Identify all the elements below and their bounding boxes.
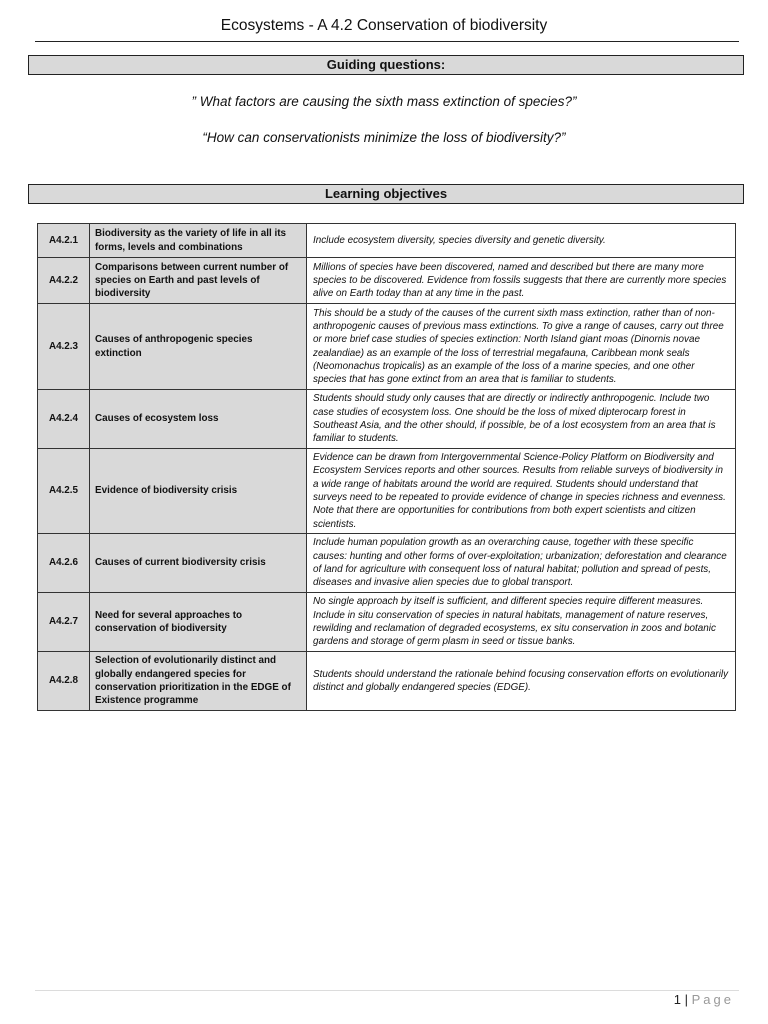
page-footer xyxy=(674,992,734,1007)
objective-code: A4.2.7 xyxy=(38,593,90,652)
learning-objectives-table xyxy=(37,223,736,711)
objective-guidance: No single approach by itself is sufficient, and different species require different measures. Include in situ conservation of species in natural habitats, management of nature reserves, rewilding and reclamation of degraded ecosystems, ex situ conservation in zoos and botanic gardens and storage of germ plasm in seed or tissue banks. xyxy=(307,593,736,652)
objective-guidance: This should be a study of the causes of the current sixth mass extinction, rather than of non-anthropogenic causes of previous mass extinctions. To give a range of causes, carry out three or more brief case studies of species extinction: North Island giant moas (Dinornis novae zealandiae) as an example of the loss of terrestrial megafauna, Caribbean monk seals (Neomonachus tropicalis) as an example of the loss of a marine species, and one other species that has gone extinct from an area that is familiar to students. xyxy=(307,304,736,390)
guiding-question-1: ” What factors are causing the sixth mass extinction of species?” xyxy=(191,94,577,109)
page-number: 1 xyxy=(673,992,681,1007)
objective-guidance: Include human population growth as an overarching cause, together with these specific causes: hunting and other forms of over-exploitation; urbanization; deforestation and clearance of land for agriculture with consequent loss of natural habitat; pollution and spread of pests, diseases and invasive alien species due to global transport. xyxy=(307,534,736,593)
objective-guidance: Evidence can be drawn from Intergovernmental Science-Policy Platform on Biodiversity and Ecosystem Services reports and other sources. Results from reliable surveys of biodiversity in a wide range of habitats around the world are required. Students should understand that surveys need to be repeated to provide evidence of change in species richness and evenness. Note that there are opportunities for contributions from both expert scientists and citizen scientists. xyxy=(307,449,736,534)
objective-guidance: Millions of species have been discovered, named and described but there are many more species to be discovered. Evidence from fossils suggests that there are currently more species alive on Earth today than at any time in the past. xyxy=(307,258,736,304)
guiding-question-2: “How can conservationists minimize the loss of biodiversity?” xyxy=(202,130,566,145)
table-row xyxy=(38,449,736,534)
objective-topic: Need for several approaches to conservation of biodiversity xyxy=(90,593,307,652)
table-row xyxy=(38,593,736,652)
objective-topic: Comparisons between current number of species on Earth and past levels of biodiversity xyxy=(90,258,307,304)
page-label: Page xyxy=(691,992,734,1007)
objective-code: A4.2.3 xyxy=(38,304,90,390)
page-title: Ecosystems - A 4.2 Conservation of biodiversity xyxy=(220,17,548,34)
table-row xyxy=(38,652,736,711)
objective-topic: Causes of anthropogenic species extinction xyxy=(90,304,307,390)
objective-topic: Biodiversity as the variety of life in all its forms, levels and combinations xyxy=(90,224,307,258)
table-row xyxy=(38,390,736,449)
objective-guidance: Students should study only causes that are directly or indirectly anthropogenic. Include two case studies of ecosystem loss. One should be the loss of mixed dipterocarp forest in Southeast Asia, and the other should, if possible, be of a lost ecosystem from an area that is familiar to students. xyxy=(307,390,736,449)
objective-guidance: Students should understand the rationale behind focusing conservation efforts on evolutionarily distinct and globally endangered species (EDGE). xyxy=(307,652,736,711)
footer-divider xyxy=(35,990,739,991)
header-divider xyxy=(35,41,739,42)
table-row xyxy=(38,224,736,258)
objective-code: A4.2.4 xyxy=(38,390,90,449)
objective-code: A4.2.2 xyxy=(38,258,90,304)
objective-topic: Causes of ecosystem loss xyxy=(90,390,307,449)
objective-code: A4.2.1 xyxy=(38,224,90,258)
table-row xyxy=(38,304,736,390)
guiding-questions-heading: Guiding questions: xyxy=(28,55,744,75)
table-row xyxy=(38,258,736,304)
objective-topic: Causes of current biodiversity crisis xyxy=(90,534,307,593)
objective-code: A4.2.8 xyxy=(38,652,90,711)
objective-topic: Selection of evolutionarily distinct and globally endangered species for conservation prioritization in the EDGE of Existence programme xyxy=(90,652,307,711)
objective-code: A4.2.6 xyxy=(38,534,90,593)
objective-guidance: Include ecosystem diversity, species diversity and genetic diversity. xyxy=(307,224,736,258)
table-row xyxy=(38,534,736,593)
objective-code: A4.2.5 xyxy=(38,449,90,534)
learning-objectives-heading: Learning objectives xyxy=(28,184,744,204)
footer-separator: | xyxy=(684,992,688,1007)
objective-topic: Evidence of biodiversity crisis xyxy=(90,449,307,534)
